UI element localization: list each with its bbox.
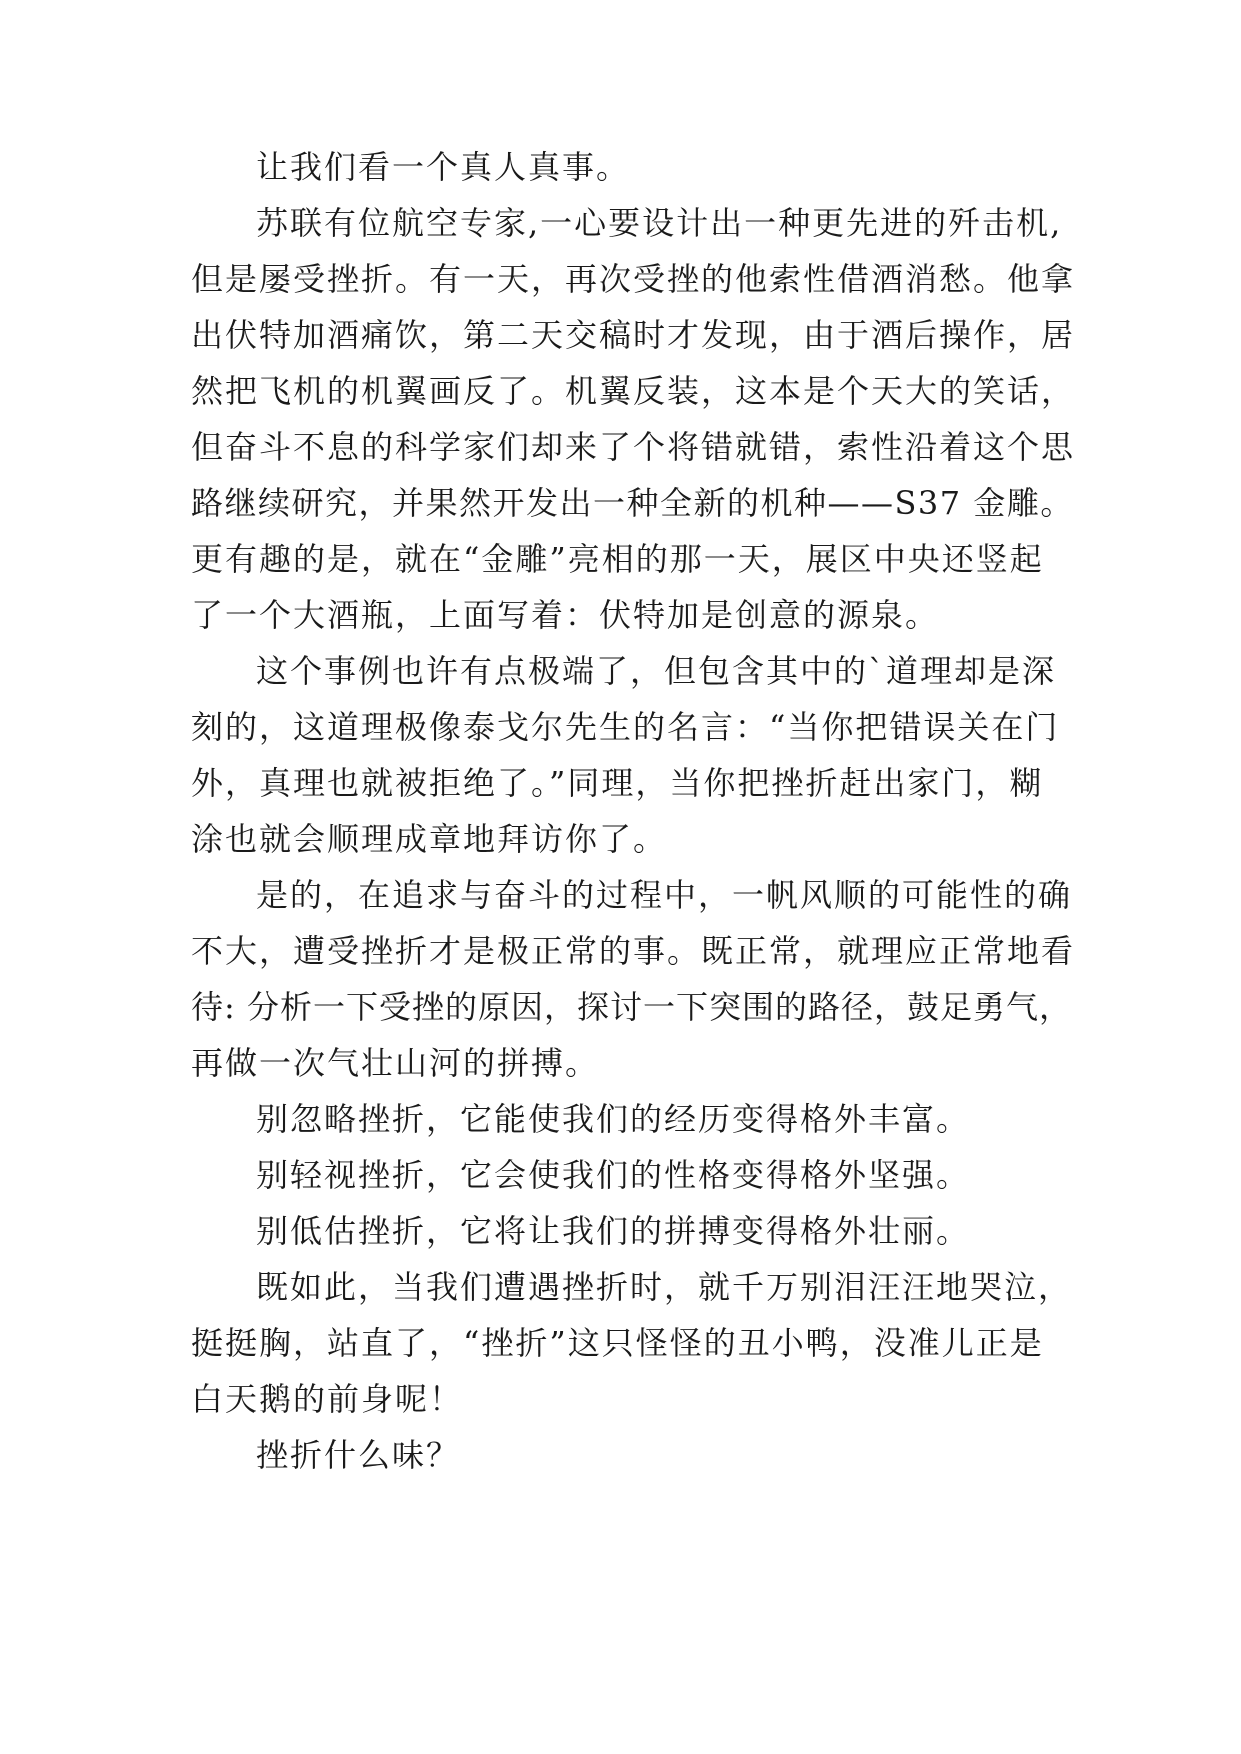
text-line-14: 是的，在追求与奋斗的过程中，一帆风顺的可能性的确 — [256, 876, 1073, 914]
text-line-15: 不大，遭受挫折才是极正常的事。既正常，就理应正常地看 — [191, 932, 1076, 970]
text-line-8: 更有趣的是，就在“金雕”亮相的那一天，展区中央还竖起 — [191, 540, 1044, 578]
text-line-3: 但是屡受挫折。有一天，再次受挫的他索性借酒消愁。他拿 — [191, 260, 1076, 298]
text-line-4: 出伏特加酒痛饮，第二天交稿时才发现，由于酒后操作，居 — [191, 316, 1076, 354]
text-line-13: 涂也就会顺理成章地拜访你了。 — [191, 820, 668, 858]
text-line-16: 待: 分析一下受挫的原因，探讨一下突围的路径，鼓足勇气， — [191, 988, 1072, 1026]
text-line-2: 苏联有位航空专家,一心要设计出一种更先进的歼击机, — [256, 204, 1063, 242]
text-line-11: 刻的，这道理极像泰戈尔先生的名言：“当你把错误关在门 — [191, 708, 1060, 746]
text-line-23: 白天鹅的前身呢！ — [191, 1380, 464, 1418]
text-line-1: 让我们看一个真人真事。 — [256, 148, 631, 186]
text-line-10: 这个事例也许有点极端了，但包含其中的`道理却是深 — [256, 652, 1057, 690]
text-line-18: 别忽略挫折，它能使我们的经历变得格外丰富。 — [256, 1100, 971, 1138]
text-line-12: 外，真理也就被拒绝了。”同理，当你把挫折赶出家门，糊 — [191, 764, 1044, 802]
text-line-21: 既如此，当我们遭遇挫折时，就千万别泪汪汪地哭泣， — [256, 1268, 1073, 1306]
text-line-22: 挺挺胸，站直了，“挫折”这只怪怪的丑小鸭，没准儿正是 — [191, 1324, 1044, 1362]
text-line-7: 路继续研究，并果然开发出一种全新的机种——S37 金雕。 — [191, 484, 1074, 522]
text-line-19: 别轻视挫折，它会使我们的性格变得格外坚强。 — [256, 1156, 971, 1194]
text-line-24: 挫折什么味？ — [256, 1436, 461, 1474]
text-line-17: 再做一次气壮山河的拼搏。 — [191, 1044, 600, 1082]
text-line-6: 但奋斗不息的科学家们却来了个将错就错，索性沿着这个思 — [191, 428, 1076, 466]
text-line-20: 别低估挫折，它将让我们的拼搏变得格外壮丽。 — [256, 1212, 971, 1250]
text-line-5: 然把飞机的机翼画反了。机翼反装，这本是个天大的笑话， — [191, 372, 1076, 410]
text-line-9: 了一个大酒瓶，上面写着：伏特加是创意的源泉。 — [191, 596, 940, 634]
